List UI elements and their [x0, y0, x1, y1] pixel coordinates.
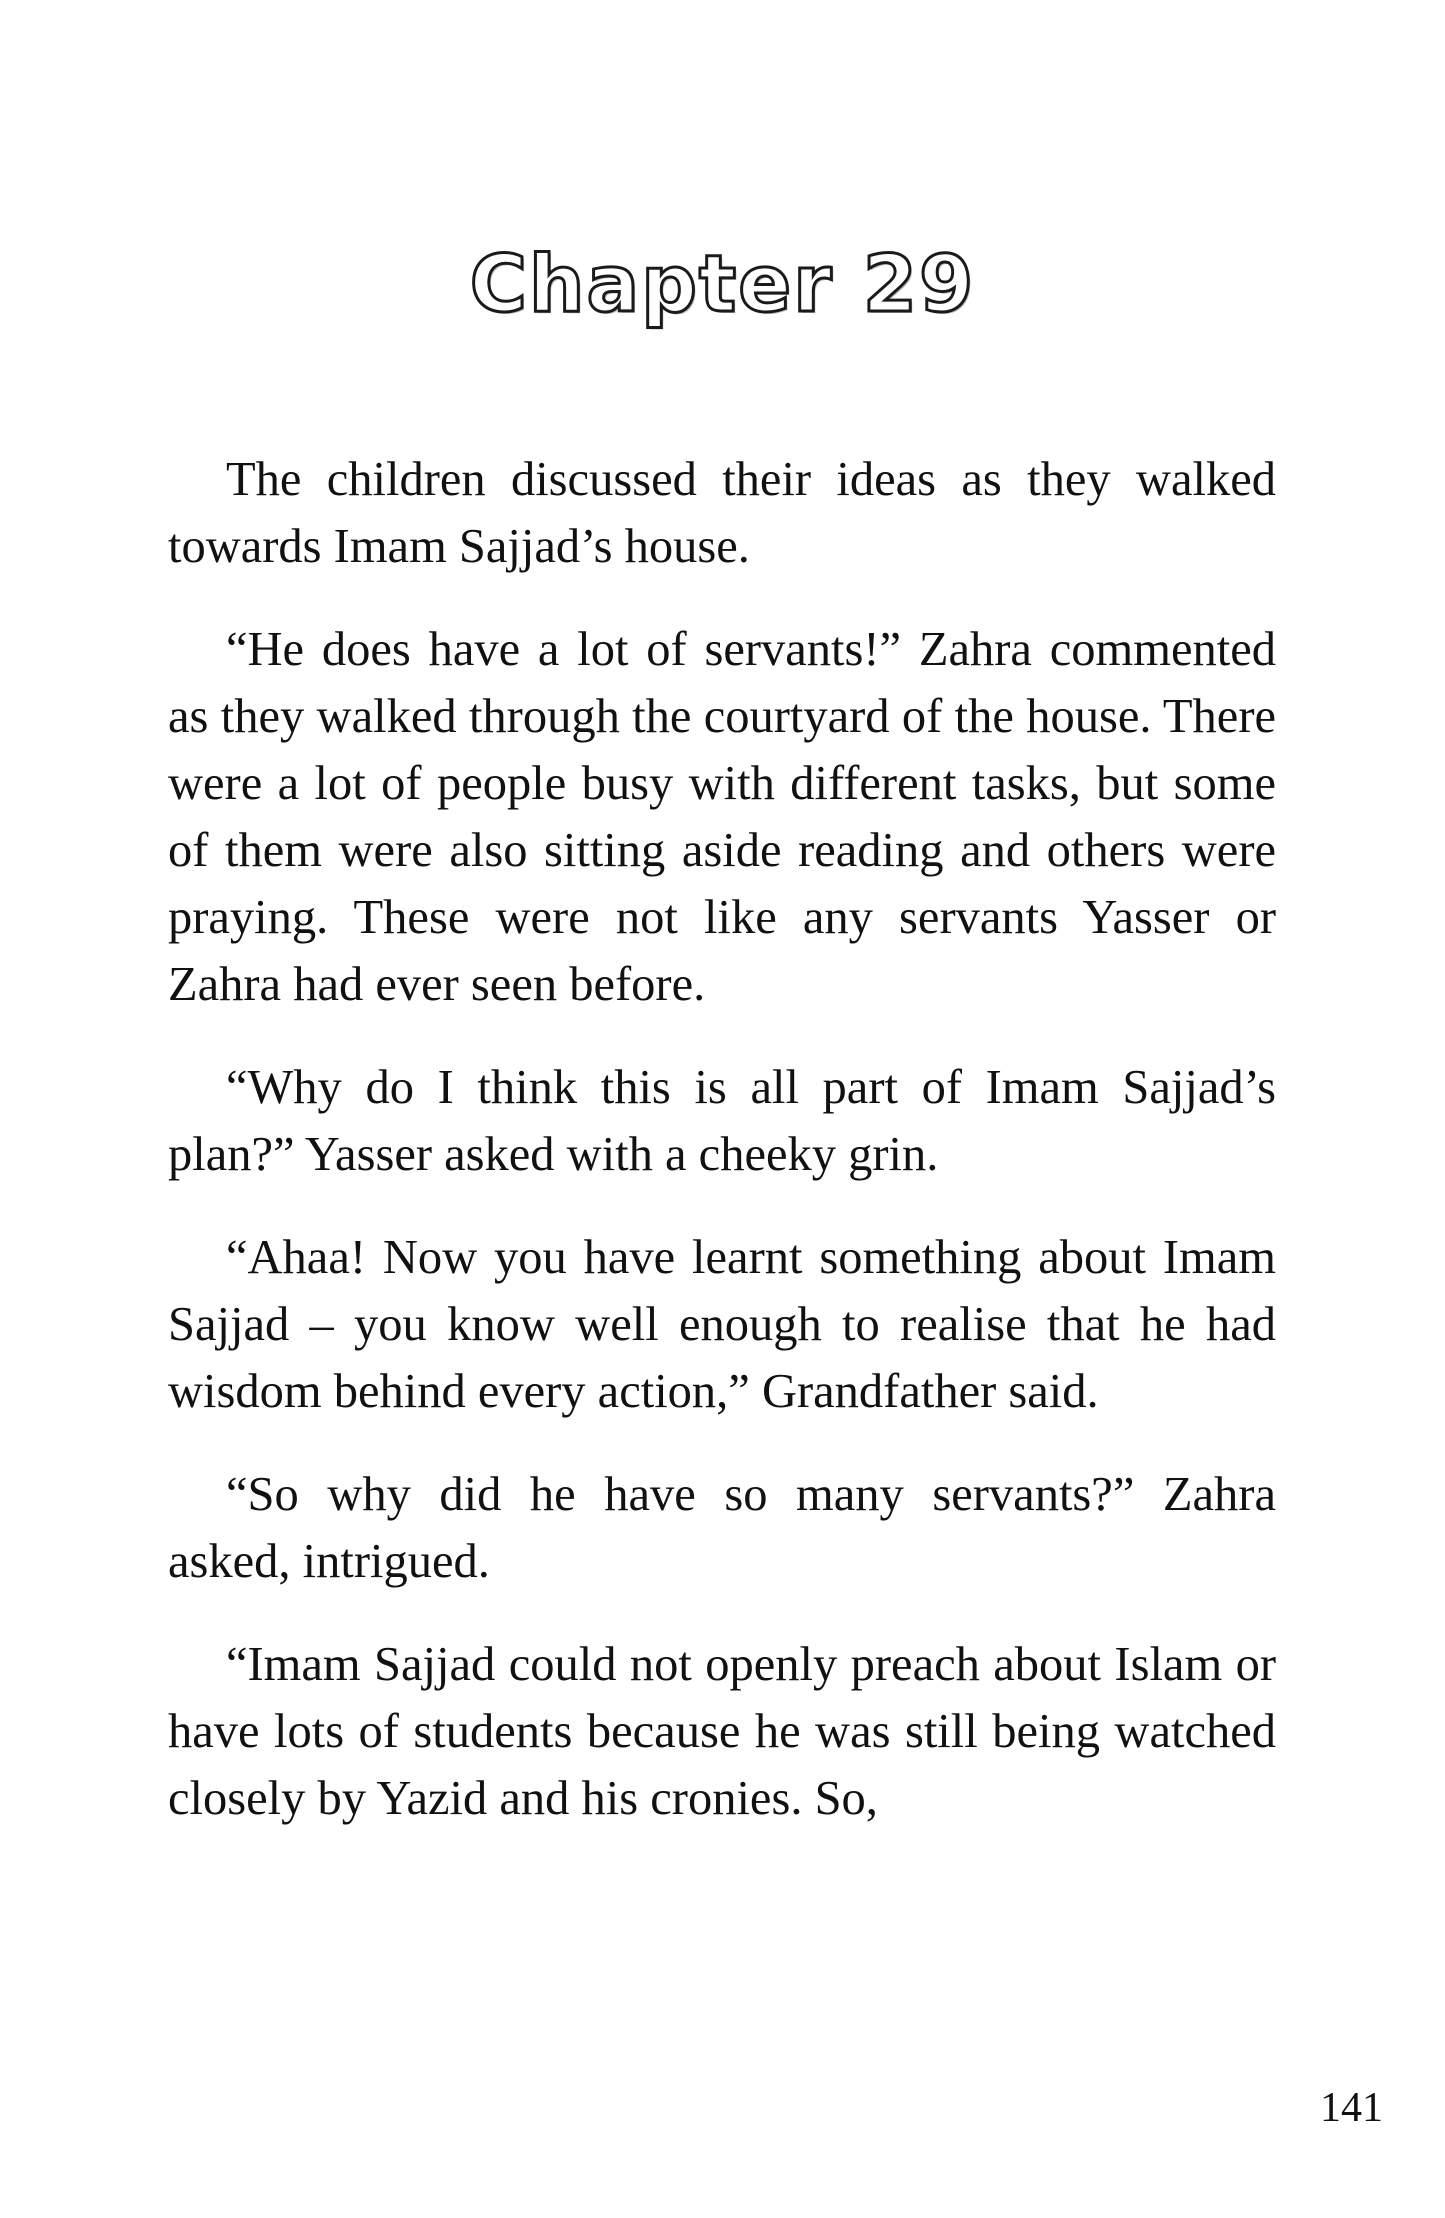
- paragraph: “He does have a lot of servants!” Zahra commented as they walked through the courtyard of the house. There were a lot of people busy with different tasks, but some of them were also sitting aside reading and others were praying. These were not like any servants Yasser or Zahra had ever seen before.: [168, 623, 1276, 1011]
- body-text: [168, 446, 1276, 1868]
- paragraph: The children discussed their ideas as they walked towards Imam Sajjad’s house.: [168, 453, 1276, 573]
- paragraph: “Imam Sajjad could not openly preach about Islam or have lots of students because he was still being watched closely by Yazid and his cronies. So,: [168, 1638, 1276, 1825]
- chapter-title: Chapter 29: [469, 240, 976, 330]
- paragraph: “So why did he have so many servants?” Zahra asked, intrigued.: [168, 1468, 1276, 1588]
- paragraph: “Why do I think this is all part of Imam Sajjad’s plan?” Yasser asked with a cheeky grin.: [168, 1061, 1276, 1181]
- page-number: 141: [1320, 2085, 1383, 2131]
- paragraph: “Ahaa! Now you have learnt something about Imam Sajjad – you know well enough to realise that he had wisdom behind every action,” Grandfather said.: [168, 1231, 1276, 1418]
